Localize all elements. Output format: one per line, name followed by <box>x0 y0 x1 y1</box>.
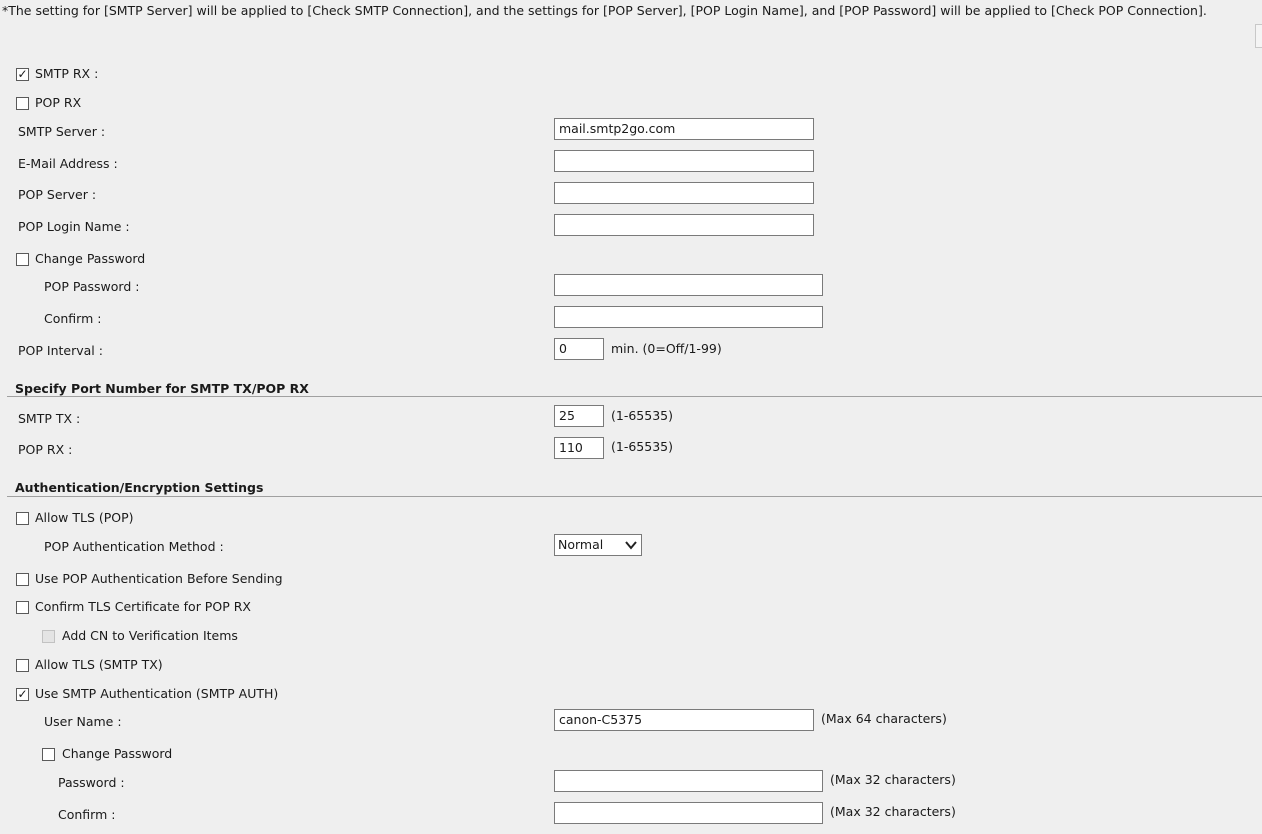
email-address-label: E-Mail Address : <box>18 156 118 171</box>
smtp-confirm-label: Confirm : <box>58 807 116 822</box>
edge-button[interactable] <box>1255 24 1262 48</box>
pop-confirm-input[interactable] <box>554 306 823 328</box>
allow-tls-pop-checkbox[interactable] <box>16 512 29 525</box>
smtp-user-name-label: User Name : <box>44 714 122 729</box>
pop-interval-hint: min. (0=Off/1-99) <box>611 341 722 356</box>
pop-auth-before-send-checkbox[interactable] <box>16 573 29 586</box>
pop-auth-before-send-label: Use POP Authentication Before Sending <box>35 571 283 586</box>
pop-change-password-checkbox[interactable] <box>16 253 29 266</box>
checkmark-icon: ✓ <box>17 67 28 81</box>
chevron-down-icon <box>625 536 637 562</box>
pop-change-password-label: Change Password <box>35 251 146 266</box>
pop-rx-checkbox[interactable] <box>16 97 29 110</box>
pop-interval-label: POP Interval : <box>18 343 103 358</box>
pop-password-input[interactable] <box>554 274 823 296</box>
allow-tls-pop-label: Allow TLS (POP) <box>35 510 134 525</box>
smtp-confirm-input[interactable] <box>554 802 823 824</box>
pop-server-label: POP Server : <box>18 187 97 202</box>
port-section-heading: Specify Port Number for SMTP TX/POP RX <box>15 381 309 396</box>
email-address-input[interactable] <box>554 150 814 172</box>
smtp-server-label: SMTP Server : <box>18 124 106 139</box>
smtp-password-input[interactable] <box>554 770 823 792</box>
confirm-tls-cert-checkbox[interactable] <box>16 601 29 614</box>
pop-server-input[interactable] <box>554 182 814 204</box>
pop-rx-label: POP RX <box>35 95 82 110</box>
smtp-tx-hint: (1-65535) <box>611 408 673 423</box>
pop-login-name-label: POP Login Name : <box>18 219 130 234</box>
smtp-auth-label: Use SMTP Authentication (SMTP AUTH) <box>35 686 279 701</box>
pop-auth-method-select[interactable] <box>554 534 642 556</box>
pop-interval-input[interactable]: 0 <box>554 338 604 360</box>
allow-tls-smtp-label: Allow TLS (SMTP TX) <box>35 657 163 672</box>
allow-tls-smtp-checkbox[interactable] <box>16 659 29 672</box>
port-section-divider <box>7 396 1262 397</box>
smtp-tx-label: SMTP TX : <box>18 411 81 426</box>
smtp-change-password-label: Change Password <box>62 746 173 761</box>
smtp-confirm-hint: (Max 32 characters) <box>830 804 956 819</box>
smtp-rx-label: SMTP RX : <box>35 66 99 81</box>
checkmark-icon: ✓ <box>17 687 28 701</box>
auth-section-heading: Authentication/Encryption Settings <box>15 480 264 495</box>
smtp-auth-checkbox[interactable] <box>16 688 29 701</box>
smtp-change-password-checkbox[interactable] <box>42 748 55 761</box>
smtp-rx-checkbox[interactable] <box>16 68 29 81</box>
pop-password-label: POP Password : <box>44 279 140 294</box>
auth-section-divider <box>7 496 1262 497</box>
smtp-tx-port-input[interactable]: 25 <box>554 405 604 427</box>
pop-rx-port-hint: (1-65535) <box>611 439 673 454</box>
pop-auth-method-label: POP Authentication Method : <box>44 539 224 554</box>
pop-rx-port-input[interactable]: 110 <box>554 437 604 459</box>
pop-auth-method-value: Normal <box>558 537 604 552</box>
add-cn-label: Add CN to Verification Items <box>62 628 238 643</box>
smtp-user-name-hint: (Max 64 characters) <box>821 711 947 726</box>
pop-rx-port-label: POP RX : <box>18 442 73 457</box>
smtp-user-name-input[interactable]: canon-C5375 <box>554 709 814 731</box>
smtp-password-hint: (Max 32 characters) <box>830 772 956 787</box>
add-cn-checkbox[interactable] <box>42 630 55 643</box>
pop-confirm-label: Confirm : <box>44 311 102 326</box>
confirm-tls-cert-label: Confirm TLS Certificate for POP RX <box>35 599 251 614</box>
pop-login-name-input[interactable] <box>554 214 814 236</box>
settings-note: *The setting for [SMTP Server] will be applied to [Check SMTP Connection], and the settings for [POP Server], [POP Login Name], and [POP Password] will be applied to [Check POP Connection]. <box>2 3 1207 18</box>
smtp-password-label: Password : <box>58 775 125 790</box>
smtp-server-input[interactable]: mail.smtp2go.com <box>554 118 814 140</box>
